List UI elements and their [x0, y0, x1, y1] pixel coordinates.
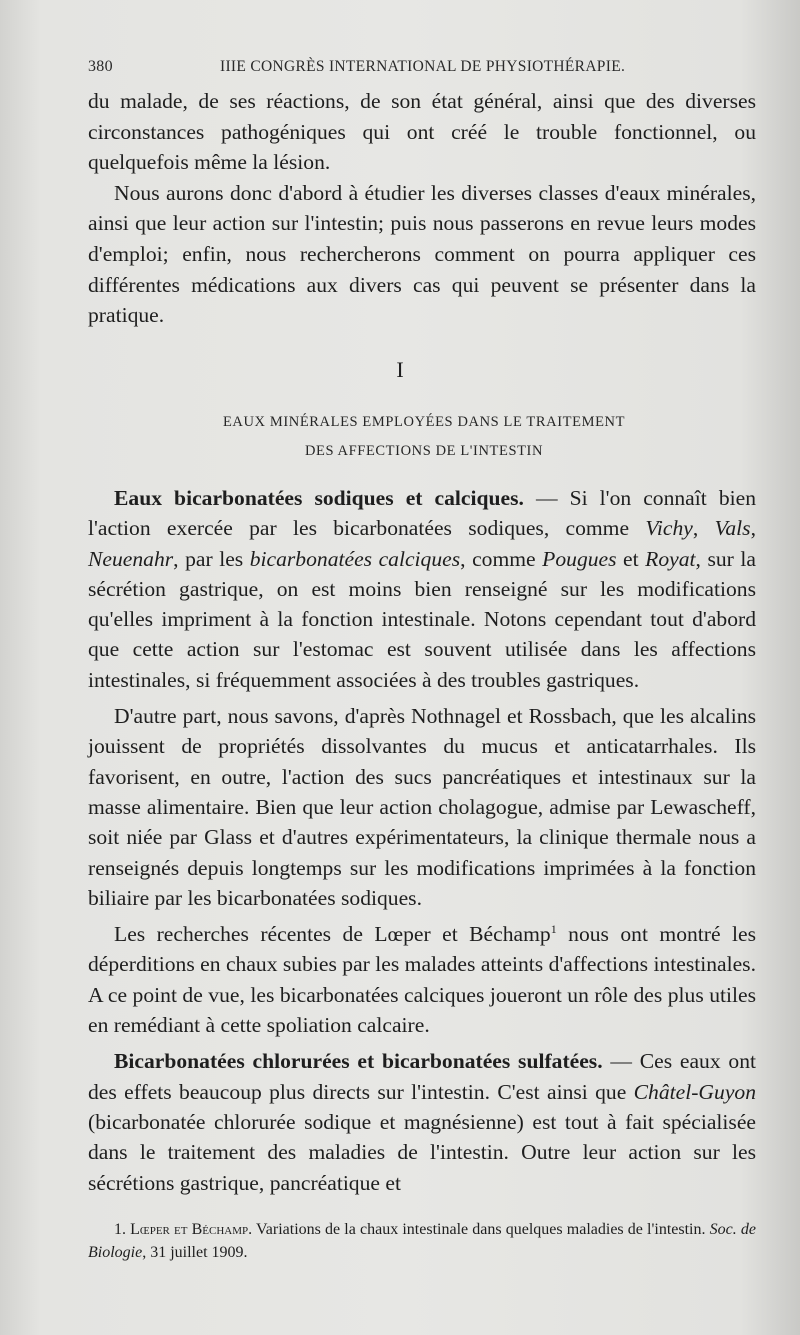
place-name: Neuenahr [88, 546, 174, 571]
paragraph-nothnagel: D'autre part, nous savons, d'après Nothnagel et Rossbach, que les alcalins jouissent de propriétés dissolvantes du mucus et anticatarrhales. Ils favorisent, en outre, l'action des sucs pancréatiques et intestinaux sur la masse alimentaire. Bien que leur action cholagogue, admise par Lewascheff, soit niée par Glass et d'autres expérimentateurs, la clinique thermale nous a renseignés depuis longtemps sur les modifications imprimées à la fonction biliaire par les bicarbonatées sodiques. [88, 704, 756, 910]
paragraph-bicarbonatees-chlorurees [88, 1046, 756, 1197]
place-name: Vichy [645, 516, 693, 541]
place-name: Vals [714, 516, 751, 541]
place-name: Pougues [542, 546, 617, 571]
place-name: Royat [645, 546, 696, 571]
text-run: Variations de la chaux intestinale dans quelques maladies de l'intestin. [252, 1221, 710, 1238]
footnote-authors: Lœper et Béchamp. [130, 1221, 253, 1238]
paragraph-heading: Bicarbonatées chlorurées et bicarbonatées sulfatées. [114, 1049, 603, 1074]
text-run: , comme [460, 546, 543, 571]
text-run: , 31 juillet 1909. [142, 1244, 248, 1261]
section-title-line-1: EAUX MINÉRALES EMPLOYÉES DANS LE TRAITEMENT [222, 414, 626, 430]
section-number: I [396, 357, 404, 382]
paragraph-heading: Eaux bicarbonatées sodiques et calciques. [114, 486, 524, 510]
text-run: , sur la sécrétion gastrique, on est moins bien renseigné sur les modifications qu'elles impriment à la fonction intestinale. Notons cependant tout d'abord que cette action sur l'estomac est souvent utilisée dans les affections intestinales, si fréquemment associées à des troubles gastriques. [88, 546, 756, 692]
footnote-ref: 1 [550, 921, 557, 936]
page-number: 380 [88, 58, 113, 75]
section-title-line-2: DES AFFECTIONS DE L'INTESTIN [304, 443, 544, 459]
footnote-number: 1. [114, 1221, 126, 1238]
text-run: et [616, 546, 646, 571]
text-run: Les recherches récentes de Lœper et Béchamp [114, 922, 551, 947]
intro-paragraph-2: Nous aurons donc d'abord à étudier les diverses classes d'eaux minérales, ainsi que leur action sur l'intestin; puis nous passerons en revue leurs modes d'emploi; enfin, nous rechercherons comment on pourra appliquer ces différentes médications aux divers cas qui peuvent se présenter dans la pratique. [88, 180, 756, 328]
running-title: IIIE CONGRÈS INTERNATIONAL DE PHYSIOTHÉRAPIE. [220, 58, 626, 75]
place-name: Châtel-Guyon [633, 1079, 756, 1104]
italic-term: bicarbonatées calciques [249, 546, 461, 571]
text-run: — Si l'on connaît bien l'action exercée par les bicarbonatées sodiques, comme [88, 486, 756, 541]
text-run: nous ont montré les déperditions en chaux subies par les malades atteints d'affections intestinales. A ce point de vue, les bicarbonatées calciques joueront un rôle des plus utiles en remédiant à cette spoliation calcaire. [88, 922, 756, 1038]
text-run: (bicarbonatée chlorurée sodique et magnésienne) est tout à fait spécialisée dans le traitement des maladies de l'intestin. Outre leur action sur les sécrétions gastrique, pancréatique et [88, 1109, 756, 1195]
section-body [88, 483, 756, 1204]
text-run: , [692, 516, 715, 541]
footnote-text [88, 1218, 756, 1264]
intro-paragraph-1: du malade, de ses réactions, de son état général, ainsi que des diverses circonstances pathogéniques qui ont créé le trouble fonctionnel, ou quelquefois même la lésion. [88, 89, 756, 175]
paragraph-bicarbonatees-sodiques [88, 483, 756, 695]
intro-text [88, 86, 756, 331]
footnote-journal: Soc. de Biologie [88, 1221, 757, 1261]
text-run: , par les [173, 546, 250, 571]
footnote [88, 1218, 756, 1264]
text-run: — Ces eaux ont des effets beaucoup plus directs sur l'intestin. C'est ainsi que [88, 1049, 756, 1104]
text-run: , [750, 516, 756, 541]
paragraph-loeper [88, 919, 756, 1040]
section-title [0, 408, 800, 466]
